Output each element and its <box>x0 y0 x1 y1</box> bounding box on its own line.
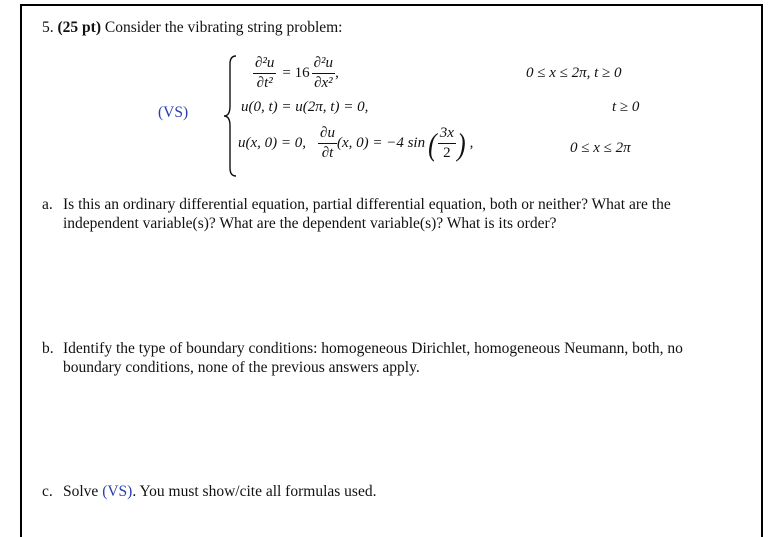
question-b-label: b. <box>42 340 54 357</box>
boundary-condition: u(0, t) = u(2π, t) = 0, <box>241 99 369 115</box>
question-b-line2: boundary conditions, none of the previous answers apply. <box>63 359 420 376</box>
wave-equation-domain: 0 ≤ x ≤ 2π, t ≥ 0 <box>526 65 622 81</box>
system-label: (VS) <box>158 104 189 121</box>
problem-points: (25 pt) <box>57 19 101 36</box>
frame-right-border <box>761 4 763 537</box>
question-a-label: a. <box>42 196 53 213</box>
problem-header <box>42 19 343 37</box>
time-derivative: $\frac{\partial u}{\partial t}$ <box>320 125 335 161</box>
sine-argument: $\frac{3x}{2}$ <box>439 125 454 161</box>
initial-conditions: u(x, 0) = 0, $\frac{\partial u}{\partial t}$ (x, 0) = −4 sin ( $\frac{3x}{2}$ ) , <box>238 125 474 162</box>
left-paren: ( <box>428 125 437 162</box>
frame-left-border <box>20 4 22 537</box>
boundary-condition-domain: t ≥ 0 <box>612 99 640 115</box>
question-c-text: Solve (VS). You must show/cite all formulas used. <box>63 483 377 500</box>
right-paren: ) <box>457 125 466 162</box>
initial-conditions-domain: 0 ≤ x ≤ 2π <box>570 140 631 156</box>
lhs-derivative: $\frac{\text{∂²u}}{\text{∂t²}}$ <box>255 55 275 91</box>
system-brace <box>222 54 238 178</box>
problem-intro: Consider the vibrating string problem: <box>104 19 343 36</box>
frame-top-border <box>20 4 763 6</box>
problem-number: 5. <box>42 19 54 36</box>
question-a-line2: independent variable(s)? What are the dependent variable(s)? What is its order? <box>63 215 557 232</box>
system-reference-link[interactable]: (VS) <box>102 483 133 500</box>
question-a-line1: Is this an ordinary differential equation, partial differential equation, both or neither? What are the <box>63 196 671 213</box>
question-b-line1: Identify the type of boundary conditions: homogeneous Dirichlet, homogeneous Neumann, both, no <box>63 340 683 357</box>
question-c-label: c. <box>42 483 53 500</box>
wave-equation: $\frac{\text{∂²u}}{\text{∂t²}}$ = 16 $\frac{\text{∂²u}}{\text{∂x²}}$ , <box>255 55 339 91</box>
rhs-derivative: $\frac{\text{∂²u}}{\text{∂x²}}$ <box>313 55 334 91</box>
